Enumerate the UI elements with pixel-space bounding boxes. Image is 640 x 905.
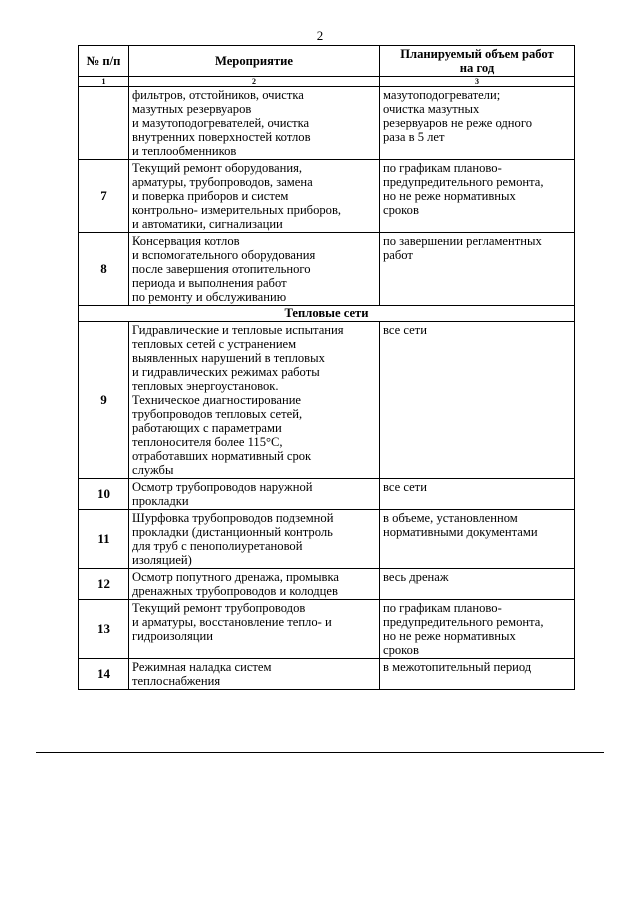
section-row	[79, 306, 575, 322]
plan-cell	[380, 510, 575, 569]
row-number: 10	[79, 479, 129, 510]
row-number: 12	[79, 569, 129, 600]
maintenance-table	[78, 45, 575, 690]
activity-line: теплоснабжения	[132, 674, 221, 688]
activity-line: и вспомогательного оборудования	[132, 248, 316, 262]
activity-line: выявленных нарушений в тепловых	[132, 351, 325, 365]
plan-line: весь дренаж	[383, 570, 449, 584]
plan-line: очистка мазутных	[383, 102, 480, 116]
plan-line: в объеме, установленном	[383, 511, 518, 525]
plan-line: но не реже нормативных	[383, 189, 516, 203]
plan-cell	[380, 322, 575, 479]
activity-line: прокладки (дистанционный контроль	[132, 525, 333, 539]
plan-cell	[380, 87, 575, 160]
row-number: 13	[79, 600, 129, 659]
row-number: 11	[79, 510, 129, 569]
row-number: 7	[79, 160, 129, 233]
plan-cell	[380, 160, 575, 233]
activity-line: Осмотр трубопроводов наружной	[132, 480, 313, 494]
header-activity: Мероприятие	[129, 46, 380, 77]
section-title: Тепловые сети	[79, 306, 575, 322]
table-row	[79, 569, 575, 600]
plan-line: но не реже нормативных	[383, 629, 516, 643]
activity-line: по ремонту и обслуживанию	[132, 290, 287, 304]
activity-line: Шурфовка трубопроводов подземной	[132, 511, 334, 525]
plan-line: предупредительного ремонта,	[383, 175, 544, 189]
plan-line: предупредительного ремонта,	[383, 615, 544, 629]
header-plan-line2: на год	[459, 61, 495, 75]
plan-line: по графикам планово-	[383, 601, 502, 615]
plan-line: сроков	[383, 203, 419, 217]
activity-line: контрольно- измерительных приборов,	[132, 203, 342, 217]
plan-cell	[380, 659, 575, 690]
activity-line: изоляцией)	[132, 553, 192, 567]
column-number: 2	[129, 77, 380, 87]
plan-line: в межотопительный период	[383, 660, 532, 674]
activity-line: Консервация котлов	[132, 234, 240, 248]
activity-line: работающих с параметрами	[132, 421, 282, 435]
plan-line: нормативными документами	[383, 525, 538, 539]
activity-line: периода и выполнения работ	[132, 276, 287, 290]
activity-cell	[129, 233, 380, 306]
activity-line: отработавших нормативный срок	[132, 449, 312, 463]
column-number: 1	[79, 77, 129, 87]
activity-line: и теплообменников	[132, 144, 237, 158]
plan-line: резервуаров не реже одного	[383, 116, 532, 130]
plan-cell	[380, 600, 575, 659]
activity-line: Техническое диагностирование	[132, 393, 302, 407]
header-plan	[380, 46, 575, 77]
table-row	[79, 233, 575, 306]
row-number	[79, 87, 129, 160]
activity-line: тепловых энергоустановок.	[132, 379, 279, 393]
plan-line: раза в 5 лет	[383, 130, 445, 144]
activity-cell	[129, 569, 380, 600]
table-row	[79, 659, 575, 690]
activity-line: Гидравлические и тепловые испытания	[132, 323, 344, 337]
table-row	[79, 510, 575, 569]
activity-cell	[129, 87, 380, 160]
bottom-rule	[36, 752, 604, 753]
activity-line: мазутных резервуаров	[132, 102, 252, 116]
activity-cell	[129, 510, 380, 569]
activity-line: гидроизоляции	[132, 629, 213, 643]
activity-cell	[129, 322, 380, 479]
activity-cell	[129, 659, 380, 690]
activity-line: и автоматики, сигнализации	[132, 217, 283, 231]
table-row	[79, 322, 575, 479]
column-number: 3	[380, 77, 575, 87]
activity-line: Осмотр попутного дренажа, промывка	[132, 570, 339, 584]
plan-line: все сети	[383, 480, 427, 494]
activity-cell	[129, 479, 380, 510]
activity-line: и гидравлических режимах работы	[132, 365, 320, 379]
table-row	[79, 600, 575, 659]
page-number: 2	[316, 28, 324, 43]
row-number: 9	[79, 322, 129, 479]
row-number: 14	[79, 659, 129, 690]
activity-cell	[129, 600, 380, 659]
plan-line: по графикам планово-	[383, 161, 502, 175]
activity-line: Текущий ремонт оборудования,	[132, 161, 303, 175]
activity-line: арматуры, трубопроводов, замена	[132, 175, 313, 189]
table-header-row	[79, 46, 575, 77]
activity-line: трубопроводов тепловых сетей,	[132, 407, 303, 421]
plan-cell	[380, 479, 575, 510]
table-row	[79, 87, 575, 160]
activity-line: и мазутоподогревателей, очистка	[132, 116, 310, 130]
activity-line: Текущий ремонт трубопроводов	[132, 601, 306, 615]
activity-line: службы	[132, 463, 174, 477]
plan-cell	[380, 569, 575, 600]
activity-line: после завершения отопительного	[132, 262, 311, 276]
activity-line: фильтров, отстойников, очистка	[132, 88, 304, 102]
activity-cell	[129, 160, 380, 233]
plan-line: мазутоподогреватели;	[383, 88, 501, 102]
column-number-row	[79, 77, 575, 87]
activity-line: тепловых сетей с устранением	[132, 337, 297, 351]
table-row	[79, 160, 575, 233]
activity-line: и арматуры, восстановление тепло- и	[132, 615, 332, 629]
header-num: № п/п	[79, 46, 129, 77]
activity-line: внутренних поверхностей котлов	[132, 130, 311, 144]
activity-line: Режимная наладка систем	[132, 660, 272, 674]
activity-line: прокладки	[132, 494, 189, 508]
plan-cell	[380, 233, 575, 306]
plan-line: работ	[383, 248, 413, 262]
table-row	[79, 479, 575, 510]
activity-line: теплоносителя более 115°С,	[132, 435, 283, 449]
header-plan-line1: Планируемый объем работ	[400, 47, 554, 61]
activity-line: и поверка приборов и систем	[132, 189, 289, 203]
activity-line: дренажных трубопроводов и колодцев	[132, 584, 338, 598]
row-number: 8	[79, 233, 129, 306]
activity-line: для труб с пенополиуретановой	[132, 539, 303, 553]
plan-line: сроков	[383, 643, 419, 657]
plan-line: по завершении регламентных	[383, 234, 542, 248]
plan-line: все сети	[383, 323, 427, 337]
